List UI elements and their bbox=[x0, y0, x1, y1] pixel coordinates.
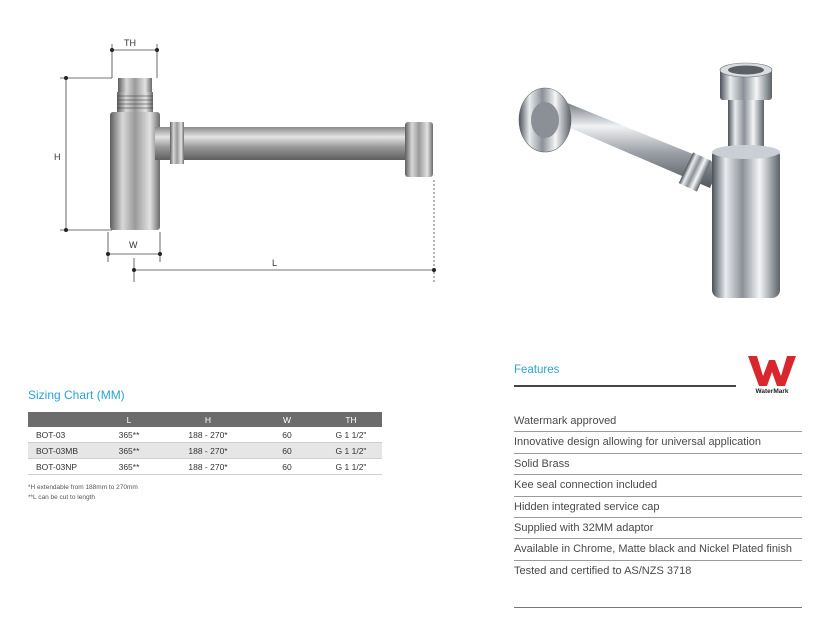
cell-h: 188 - 270* bbox=[162, 427, 254, 443]
h-label: H bbox=[54, 152, 61, 162]
cell-l: 365** bbox=[96, 443, 162, 459]
cell-h: 188 - 270* bbox=[162, 443, 254, 459]
header-th: TH bbox=[320, 412, 382, 427]
features-title: Features bbox=[514, 364, 560, 376]
table-row bbox=[28, 459, 382, 475]
header-model bbox=[28, 412, 96, 427]
th-label: TH bbox=[124, 38, 136, 48]
list-item: Watermark approved bbox=[514, 411, 802, 432]
cell-w: 60 bbox=[254, 427, 320, 443]
list-item: Available in Chrome, Matte black and Nickel Plated finish bbox=[514, 539, 802, 560]
features-list bbox=[514, 411, 802, 582]
l-label: L bbox=[272, 258, 278, 268]
table-row bbox=[28, 427, 382, 443]
product-photo bbox=[505, 60, 805, 310]
cell-l: 365** bbox=[96, 427, 162, 443]
features-divider bbox=[514, 385, 736, 387]
list-item: Solid Brass bbox=[514, 454, 802, 475]
header-h: H bbox=[162, 412, 254, 427]
note-h-extendable: *H extendable from 188mm to 270mm bbox=[28, 484, 138, 491]
list-item: Kee seal connection included bbox=[514, 475, 802, 496]
table-row bbox=[28, 443, 382, 459]
list-item: Tested and certified to AS/NZS 3718 bbox=[514, 564, 692, 577]
w-label: W bbox=[129, 240, 138, 250]
cell-th: G 1 1/2" bbox=[320, 443, 382, 459]
sizing-table bbox=[28, 412, 382, 475]
cell-th: G 1 1/2" bbox=[320, 459, 382, 475]
sizing-chart-title: Sizing Chart (MM) bbox=[28, 388, 125, 402]
cell-h: 188 - 270* bbox=[162, 459, 254, 475]
cell-model: BOT-03 bbox=[28, 427, 96, 443]
cell-th: G 1 1/2" bbox=[320, 427, 382, 443]
table-header-row bbox=[28, 412, 382, 427]
trap-drawing bbox=[110, 78, 433, 230]
watermark-w-icon bbox=[742, 350, 802, 396]
dimension-diagram bbox=[0, 0, 480, 300]
cell-l: 365** bbox=[96, 459, 162, 475]
list-item: Innovative design allowing for universal application bbox=[514, 432, 802, 453]
header-w: W bbox=[254, 412, 320, 427]
cell-model: BOT-03NP bbox=[28, 459, 96, 475]
cell-w: 60 bbox=[254, 443, 320, 459]
header-l: L bbox=[96, 412, 162, 427]
watermark-logo bbox=[742, 350, 802, 396]
cell-model: BOT-03MB bbox=[28, 443, 96, 459]
watermark-logo-text: WaterMark bbox=[755, 388, 789, 395]
list-item: Supplied with 32MM adaptor bbox=[514, 518, 802, 539]
features-bottom-rule bbox=[514, 607, 802, 608]
cell-w: 60 bbox=[254, 459, 320, 475]
list-item: Hidden integrated service cap bbox=[514, 497, 802, 518]
note-l-cut: **L can be cut to length bbox=[28, 494, 95, 501]
